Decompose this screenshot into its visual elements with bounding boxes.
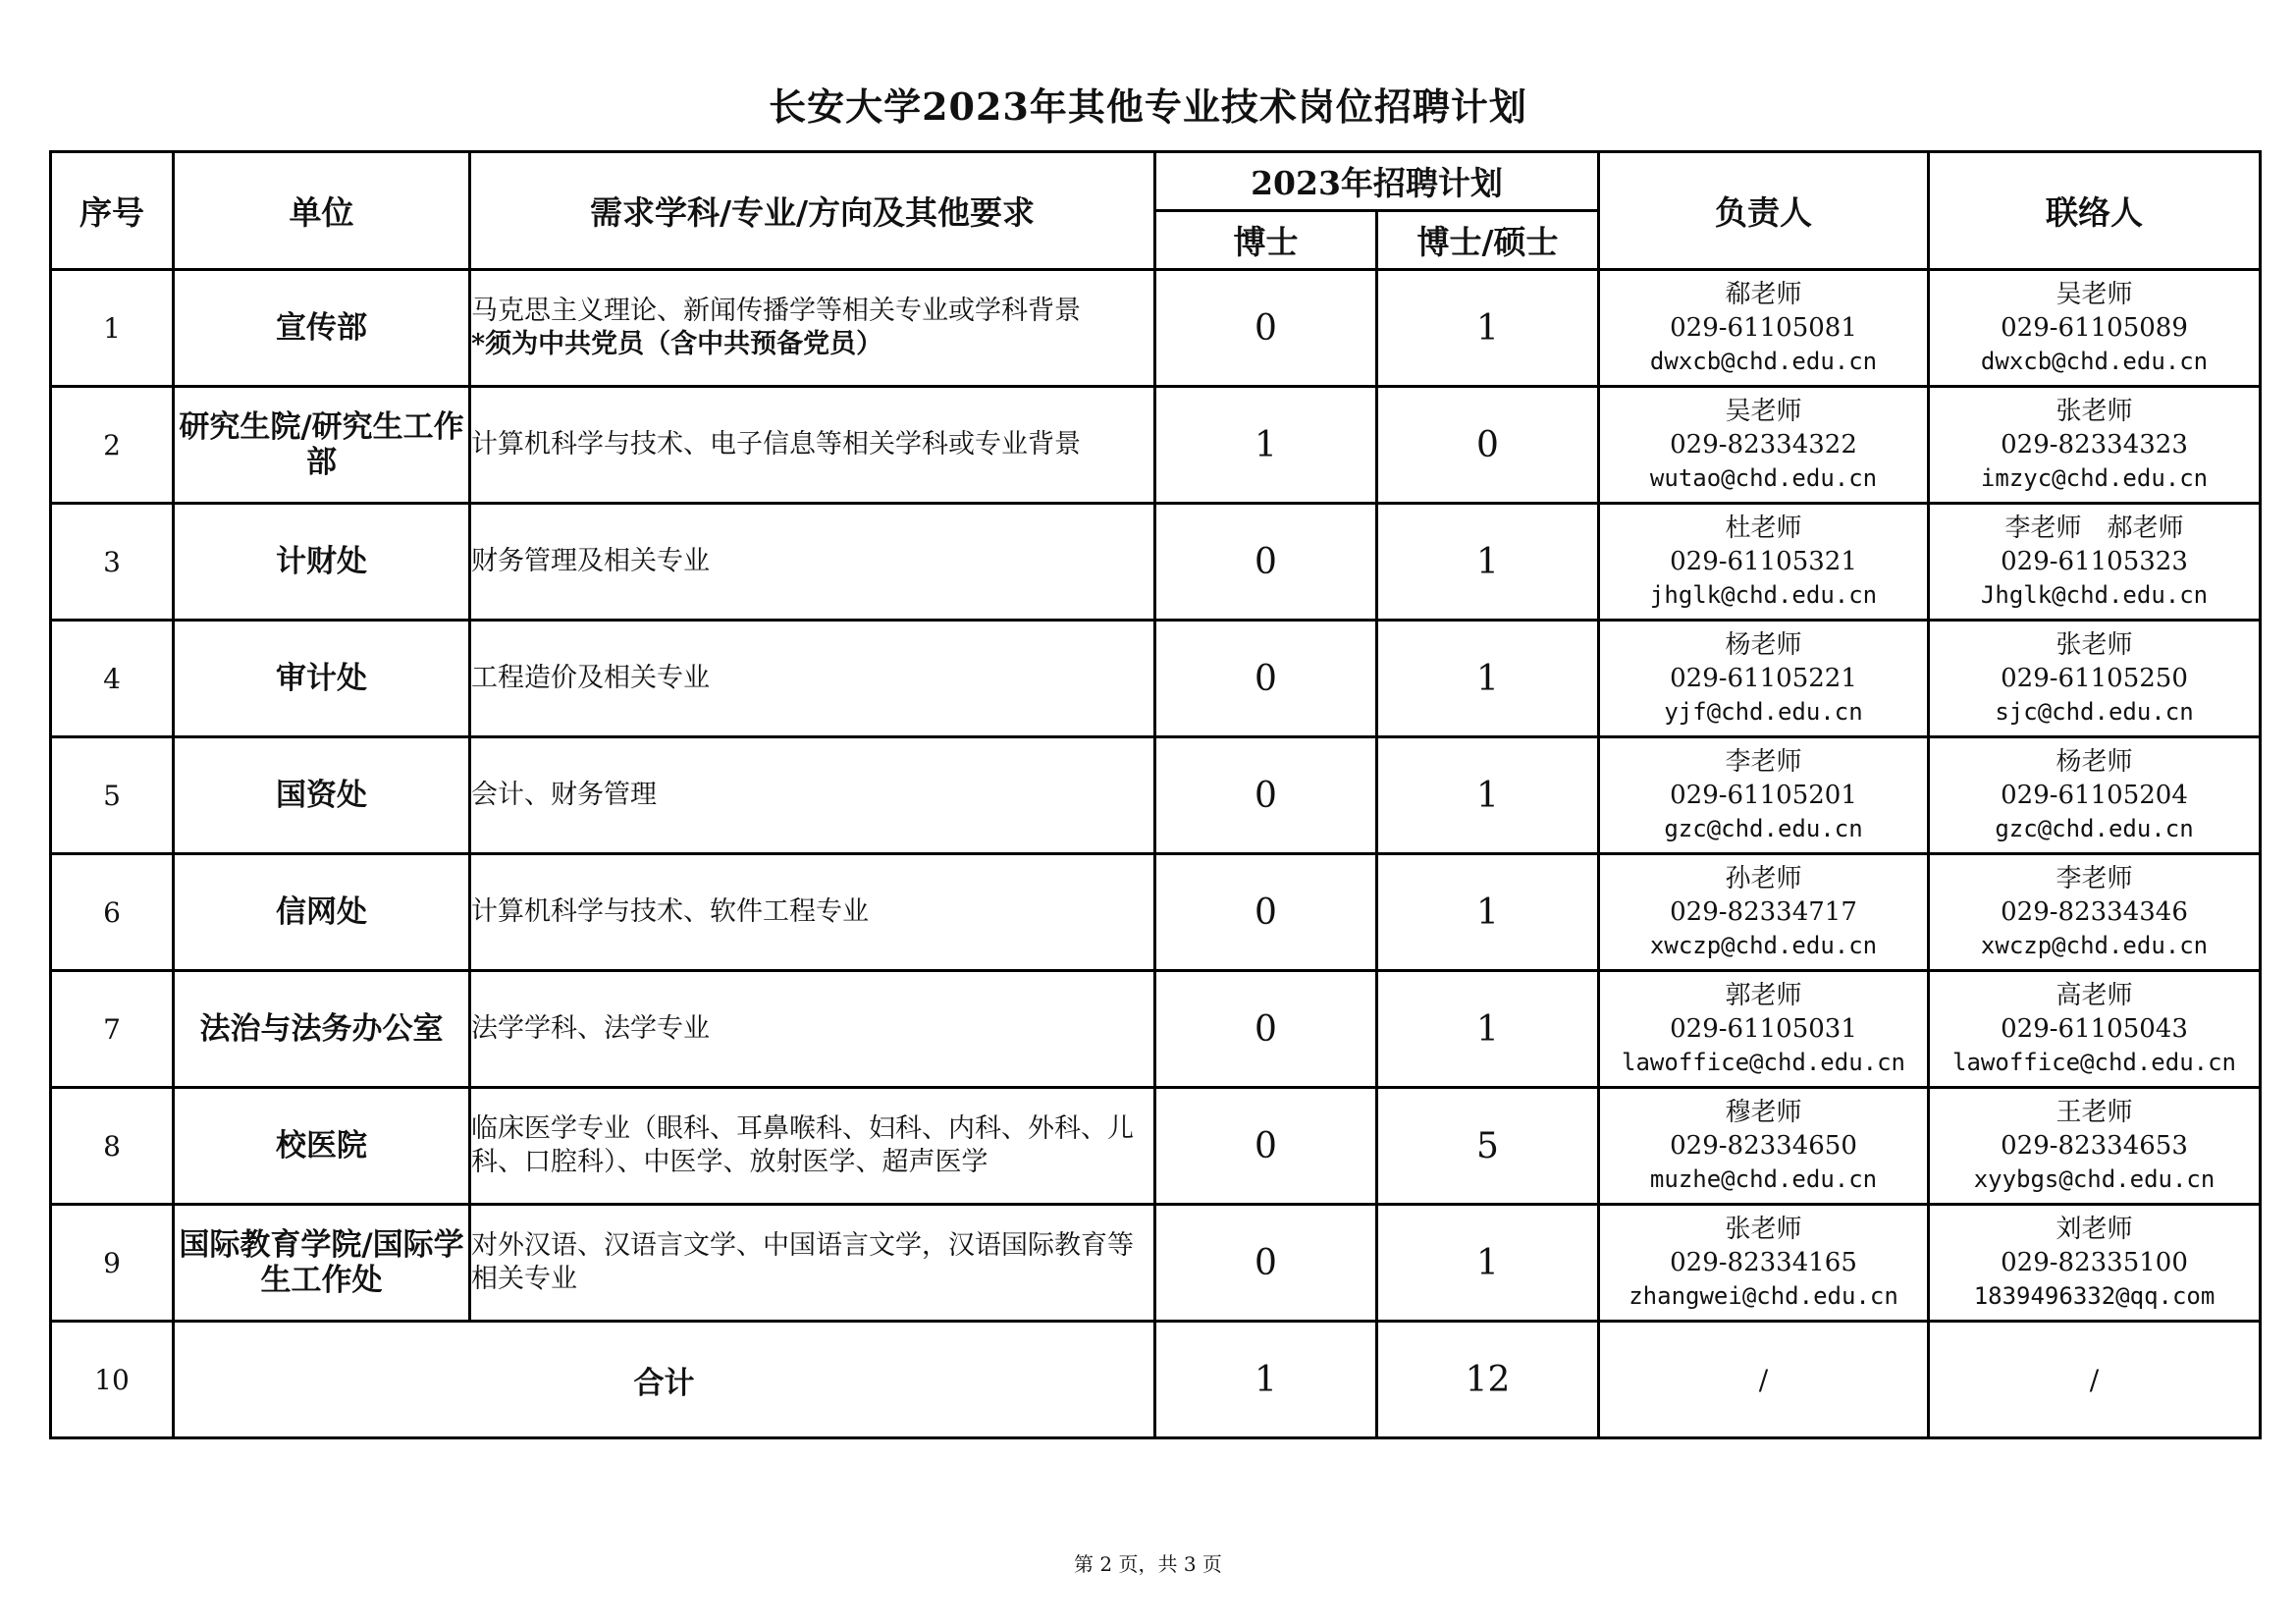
responsible-name: 郗老师 <box>1725 280 1802 309</box>
row-phd-count: 0 <box>1155 854 1377 971</box>
row-contact <box>1929 854 2261 971</box>
requirement-text: 马克思主义理论、新闻传播学等相关专业或学科背景 <box>471 296 1081 326</box>
contact-email: gzc@chd.edu.cn <box>1995 815 2194 842</box>
requirement-text: 财务管理及相关专业 <box>471 546 710 576</box>
row-phd-master-count: 1 <box>1377 621 1599 737</box>
responsible-phone: 029-61105221 <box>1670 664 1857 693</box>
row-contact <box>1929 270 2261 387</box>
total-phd-master-count: 12 <box>1377 1322 1599 1438</box>
responsible-phone: 029-82334717 <box>1670 897 1857 927</box>
table-row <box>51 387 2261 504</box>
responsible-email: gzc@chd.edu.cn <box>1664 815 1863 842</box>
row-requirement <box>470 621 1155 737</box>
table-body <box>51 270 2261 1438</box>
row-responsible <box>1599 854 1929 971</box>
responsible-phone: 029-61105081 <box>1670 313 1857 343</box>
row-phd-master-count: 5 <box>1377 1088 1599 1205</box>
requirement-note: *须为中共党员（含中共预备党员） <box>471 329 883 359</box>
responsible-name: 杨老师 <box>1725 630 1802 660</box>
contact-phone: 029-61105043 <box>2001 1014 2188 1044</box>
requirement-text: 会计、财务管理 <box>471 780 657 810</box>
row-index: 3 <box>51 504 174 621</box>
header-contact: 联络人 <box>1929 152 2261 270</box>
contact-email: Jhglk@chd.edu.cn <box>1980 581 2209 609</box>
contact-email: 1839496332@qq.com <box>1973 1282 2216 1310</box>
row-index: 6 <box>51 854 174 971</box>
table-row <box>51 971 2261 1088</box>
requirement-text: 工程造价及相关专业 <box>471 663 710 693</box>
row-requirement <box>470 270 1155 387</box>
responsible-email: muzhe@chd.edu.cn <box>1649 1165 1878 1193</box>
header-index: 序号 <box>51 152 174 270</box>
table-row <box>51 504 2261 621</box>
contact-phone: 029-61105089 <box>2001 313 2188 343</box>
header-unit: 单位 <box>174 152 470 270</box>
contact-name: 吴老师 <box>2056 280 2133 309</box>
total-phd-count: 1 <box>1155 1322 1377 1438</box>
row-phd-count: 0 <box>1155 971 1377 1088</box>
header-requirements: 需求学科/专业/方向及其他要求 <box>470 152 1155 270</box>
row-phd-count: 0 <box>1155 737 1377 854</box>
contact-email: sjc@chd.edu.cn <box>1995 698 2194 726</box>
requirement-text: 临床医学专业（眼科、耳鼻喉科、妇科、内科、外科、儿科、口腔科）、中医学、放射医学、超声医学 <box>471 1113 1134 1177</box>
table-row <box>51 621 2261 737</box>
responsible-phone: 029-82334165 <box>1670 1248 1857 1277</box>
responsible-email: wutao@chd.edu.cn <box>1649 464 1878 492</box>
table-row <box>51 270 2261 387</box>
contact-email: xwczp@chd.edu.cn <box>1980 932 2209 959</box>
contact-phone: 029-82334346 <box>2001 897 2188 927</box>
row-index: 9 <box>51 1205 174 1322</box>
row-requirement <box>470 504 1155 621</box>
row-contact <box>1929 1088 2261 1205</box>
row-unit: 审计处 <box>174 621 470 737</box>
contact-name: 杨老师 <box>2056 747 2133 777</box>
responsible-name: 张老师 <box>1725 1215 1802 1244</box>
row-index: 4 <box>51 621 174 737</box>
header-phd-master: 博士/硕士 <box>1377 211 1599 270</box>
row-requirement <box>470 854 1155 971</box>
total-responsible: / <box>1599 1322 1929 1438</box>
total-index: 10 <box>51 1322 174 1438</box>
contact-name: 刘老师 <box>2056 1215 2133 1244</box>
row-unit: 法治与法务办公室 <box>174 971 470 1088</box>
row-phd-master-count: 1 <box>1377 270 1599 387</box>
row-index: 2 <box>51 387 174 504</box>
row-unit: 信网处 <box>174 854 470 971</box>
contact-phone: 029-82334653 <box>2001 1131 2188 1161</box>
row-phd-count: 1 <box>1155 387 1377 504</box>
row-phd-master-count: 0 <box>1377 387 1599 504</box>
total-label: 合计 <box>174 1322 1155 1438</box>
row-unit: 计财处 <box>174 504 470 621</box>
contact-name: 张老师 <box>2056 397 2133 426</box>
contact-name: 李老师 <box>2056 864 2133 893</box>
table-row <box>51 737 2261 854</box>
contact-email: lawoffice@chd.edu.cn <box>1952 1049 2236 1076</box>
row-responsible <box>1599 621 1929 737</box>
row-unit: 宣传部 <box>174 270 470 387</box>
row-index: 1 <box>51 270 174 387</box>
table-row <box>51 1205 2261 1322</box>
row-phd-count: 0 <box>1155 621 1377 737</box>
header-plan-group: 2023年招聘计划 <box>1155 152 1599 211</box>
contact-phone: 029-82334323 <box>2001 430 2188 460</box>
row-phd-count: 0 <box>1155 1088 1377 1205</box>
row-contact <box>1929 1205 2261 1322</box>
row-requirement <box>470 1205 1155 1322</box>
row-requirement <box>470 1088 1155 1205</box>
row-contact <box>1929 504 2261 621</box>
row-contact <box>1929 737 2261 854</box>
contact-phone: 029-61105323 <box>2001 547 2188 576</box>
responsible-email: dwxcb@chd.edu.cn <box>1649 348 1878 375</box>
row-phd-count: 0 <box>1155 504 1377 621</box>
recruitment-plan-table <box>49 150 2262 1439</box>
row-phd-master-count: 1 <box>1377 504 1599 621</box>
row-responsible <box>1599 387 1929 504</box>
row-contact <box>1929 621 2261 737</box>
responsible-name: 孙老师 <box>1725 864 1802 893</box>
responsible-name: 李老师 <box>1725 747 1802 777</box>
responsible-name: 郭老师 <box>1725 981 1802 1010</box>
row-responsible <box>1599 1205 1929 1322</box>
row-requirement <box>470 387 1155 504</box>
contact-email: dwxcb@chd.edu.cn <box>1980 348 2209 375</box>
total-contact: / <box>1929 1322 2261 1438</box>
row-responsible <box>1599 1088 1929 1205</box>
row-unit: 研究生院/研究生工作部 <box>174 387 470 504</box>
header-responsible: 负责人 <box>1599 152 1929 270</box>
responsible-email: xwczp@chd.edu.cn <box>1649 932 1878 959</box>
responsible-email: lawoffice@chd.edu.cn <box>1622 1049 1905 1076</box>
row-phd-count: 0 <box>1155 270 1377 387</box>
total-row <box>51 1322 2261 1438</box>
row-responsible <box>1599 737 1929 854</box>
responsible-name: 吴老师 <box>1725 397 1802 426</box>
table-row <box>51 1088 2261 1205</box>
page-title: 长安大学2023年其他专业技术岗位招聘计划 <box>769 84 1527 129</box>
contact-name: 王老师 <box>2056 1098 2133 1127</box>
row-phd-master-count: 1 <box>1377 971 1599 1088</box>
row-phd-master-count: 1 <box>1377 854 1599 971</box>
responsible-email: jhglk@chd.edu.cn <box>1649 581 1878 609</box>
responsible-email: zhangwei@chd.edu.cn <box>1629 1282 1898 1310</box>
row-phd-master-count: 1 <box>1377 737 1599 854</box>
row-unit: 国际教育学院/国际学生工作处 <box>174 1205 470 1322</box>
contact-phone: 029-61105204 <box>2001 781 2188 810</box>
requirement-text: 法学学科、法学专业 <box>471 1013 710 1044</box>
requirement-text: 计算机科学与技术、电子信息等相关学科或专业背景 <box>471 429 1081 460</box>
row-requirement <box>470 737 1155 854</box>
responsible-name: 杜老师 <box>1725 514 1802 543</box>
row-index: 5 <box>51 737 174 854</box>
row-phd-count: 0 <box>1155 1205 1377 1322</box>
responsible-phone: 029-82334650 <box>1670 1131 1857 1161</box>
responsible-name: 穆老师 <box>1725 1098 1802 1127</box>
contact-name: 张老师 <box>2056 630 2133 660</box>
requirement-text: 对外汉语、汉语言文学、中国语言文学，汉语国际教育等相关专业 <box>471 1230 1134 1294</box>
contact-name: 李老师 郝老师 <box>2004 514 2184 543</box>
row-unit: 校医院 <box>174 1088 470 1205</box>
header-phd: 博士 <box>1155 211 1377 270</box>
contact-phone: 029-61105250 <box>2001 664 2188 693</box>
row-requirement <box>470 971 1155 1088</box>
responsible-phone: 029-82334322 <box>1670 430 1857 460</box>
responsible-email: yjf@chd.edu.cn <box>1664 698 1863 726</box>
row-contact <box>1929 387 2261 504</box>
contact-phone: 029-82335100 <box>2001 1248 2188 1277</box>
responsible-phone: 029-61105201 <box>1670 781 1857 810</box>
contact-email: xyybgs@chd.edu.cn <box>1973 1165 2216 1193</box>
contact-name: 高老师 <box>2056 981 2133 1010</box>
table-row <box>51 854 2261 971</box>
row-contact <box>1929 971 2261 1088</box>
row-responsible <box>1599 504 1929 621</box>
requirement-text: 计算机科学与技术、软件工程专业 <box>471 896 869 927</box>
responsible-phone: 029-61105031 <box>1670 1014 1857 1044</box>
row-phd-master-count: 1 <box>1377 1205 1599 1322</box>
contact-email: imzyc@chd.edu.cn <box>1980 464 2209 492</box>
row-responsible <box>1599 270 1929 387</box>
row-index: 7 <box>51 971 174 1088</box>
page-footer: 第 2 页，共 3 页 <box>1074 1552 1222 1576</box>
responsible-phone: 029-61105321 <box>1670 547 1857 576</box>
row-unit: 国资处 <box>174 737 470 854</box>
row-responsible <box>1599 971 1929 1088</box>
row-index: 8 <box>51 1088 174 1205</box>
